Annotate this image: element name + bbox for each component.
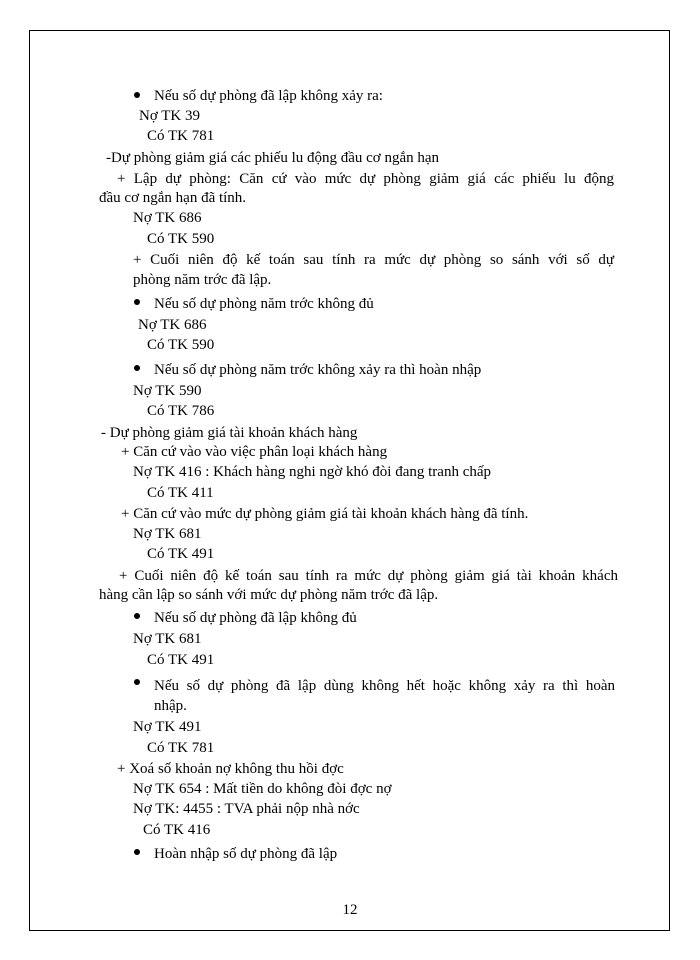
text-line: -Dự phòng giảm giá các phiếu lu động đầu cơ ngắn hạn	[106, 150, 440, 166]
text-line: + Lập dự phòng: Căn cứ vào mức dự phòng giảm giá các phiếu lu động	[117, 171, 614, 187]
text-line: + Cuối niên độ kế toán sau tính ra mức dự phòng so sánh với số dự	[133, 252, 614, 268]
text-line: Nợ TK 654 : Mất tiền do không đòi đợc nợ	[133, 781, 392, 797]
bullet-icon	[134, 849, 140, 855]
bullet-icon	[134, 679, 140, 685]
bullet-icon	[134, 299, 140, 305]
text-line: - Dự phòng giảm giá tài khoản khách hàng	[101, 425, 358, 441]
text-line: Nợ TK 491	[133, 719, 202, 735]
text-line: Có TK 491	[147, 546, 215, 562]
text-line: Có TK 786	[147, 403, 215, 419]
text-line: phòng năm trớc đã lập.	[133, 272, 272, 288]
text-line: Có TK 590	[147, 337, 215, 353]
text-line: Có TK 491	[147, 652, 215, 668]
text-line: Nếu số dự phòng năm trớc không đủ	[154, 296, 374, 312]
text-line: Có TK 590	[147, 231, 215, 247]
text-line: Hoàn nhập số dự phòng đã lập	[154, 846, 338, 862]
text-line: + Căn cứ vào mức dự phòng giảm giá tài khoản khách hàng đã tính.	[121, 506, 529, 522]
text-line: + Xoá số khoản nợ không thu hồi đợc	[117, 761, 344, 777]
text-line: Nếu số dự phòng đã lập dùng không hết hoặc không xảy ra thì hoàn	[154, 678, 615, 694]
text-line: Có TK 781	[147, 128, 215, 144]
text-line: Nợ TK 416 : Khách hàng nghi ngờ khó đòi đang tranh chấp	[133, 464, 492, 480]
text-line: Nợ TK 39	[139, 108, 200, 124]
text-line: Có TK 411	[147, 485, 214, 501]
text-line: Nợ TK 686	[138, 317, 207, 333]
bullet-icon	[134, 613, 140, 619]
text-line: hàng cần lập so sánh với mức dự phòng năm trớc đã lập.	[99, 587, 439, 603]
text-line: Có TK 781	[147, 740, 215, 756]
bullet-icon	[134, 365, 140, 371]
bullet-icon	[134, 92, 140, 98]
text-line: Có TK 416	[143, 822, 211, 838]
text-line: nhập.	[154, 698, 187, 714]
text-line: Nợ TK 681	[133, 631, 202, 647]
text-line: Nếu số dự phòng năm trớc không xảy ra thì hoàn nhập	[154, 362, 482, 378]
text-line: đầu cơ ngắn hạn đã tính.	[99, 190, 247, 206]
text-line: Nợ TK 590	[133, 383, 202, 399]
text-line: Nợ TK 686	[133, 210, 202, 226]
text-line: Nợ TK: 4455 : TVA phải nộp nhà nớc	[133, 801, 360, 817]
text-line: Nếu số dự phòng đã lập không đủ	[154, 610, 357, 626]
text-line: + Cuối niên độ kế toán sau tính ra mức dự phòng giảm giá tài khoản khách	[119, 568, 618, 584]
text-line: + Căn cứ vào vào việc phân loại khách hàng	[121, 444, 388, 460]
text-line: Nợ TK 681	[133, 526, 202, 542]
text-line: Nếu số dự phòng đã lập không xảy ra:	[154, 88, 383, 104]
page-number: 12	[342, 902, 358, 918]
